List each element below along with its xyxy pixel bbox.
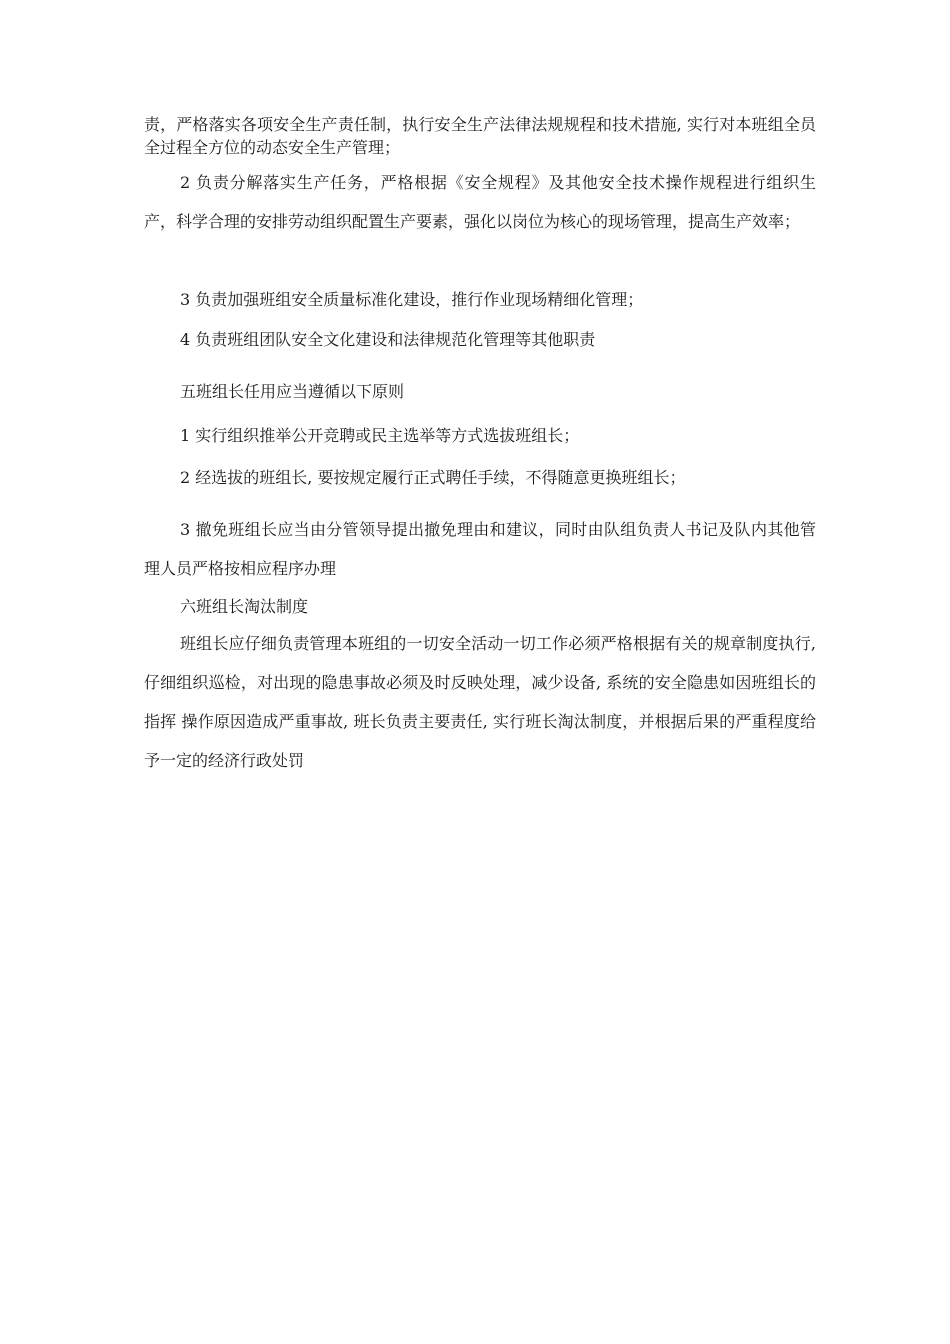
- paragraph-elimination-body: 班组长应仔细负责管理本班组的一切安全活动一切工作必须严格根据有关的规章制度执行, 仔细组织巡检，对出现的隐患事故必须及时反映处理，减少设备, 系统的安全隐患如因班组长的指挥 操作原因造成严重事故, 班长负责主要责任, 实行班长淘汰制度，并根据后果的严重程度给予一定的经济行政处罚: [144, 634, 816, 770]
- paragraph-duty-3: 3 负责加强班组安全质量标准化建设，推行作业现场精细化管理；: [180, 290, 644, 309]
- paragraph-duty-2: 2 负责分解落实生产任务，严格根据《安全规程》及其他安全技术操作规程进行组织生产，科学合理的安排劳动组织配置生产要素，强化以岗位为核心的现场管理，提高生产效率；: [144, 173, 816, 231]
- paragraph-responsibility-continuation: 责，严格落实各项安全生产责任制，执行安全生产法律法规规程和技术措施, 实行对本班组全员全过程全方位的动态安全生产管理；: [144, 115, 816, 157]
- section-heading-appointment: 五班组长任用应当遵循以下原则: [180, 382, 405, 401]
- paragraph-principle-1: 1 实行组织推举公开竞聘或民主选举等方式选拔班组长；: [180, 426, 580, 445]
- section-heading-elimination: 六班组长淘汰制度: [180, 597, 309, 616]
- paragraph-principle-3: 3 撤免班组长应当由分管领导提出撤免理由和建议，同时由队组负责人书记及队内其他管理人员严格按相应程序办理: [144, 520, 816, 578]
- paragraph-principle-2: 2 经选拔的班组长, 要按规定履行正式聘任手续，不得随意更换班组长；: [180, 468, 686, 487]
- paragraph-duty-4: 4 负责班组团队安全文化建设和法律规范化管理等其他职责: [180, 330, 596, 349]
